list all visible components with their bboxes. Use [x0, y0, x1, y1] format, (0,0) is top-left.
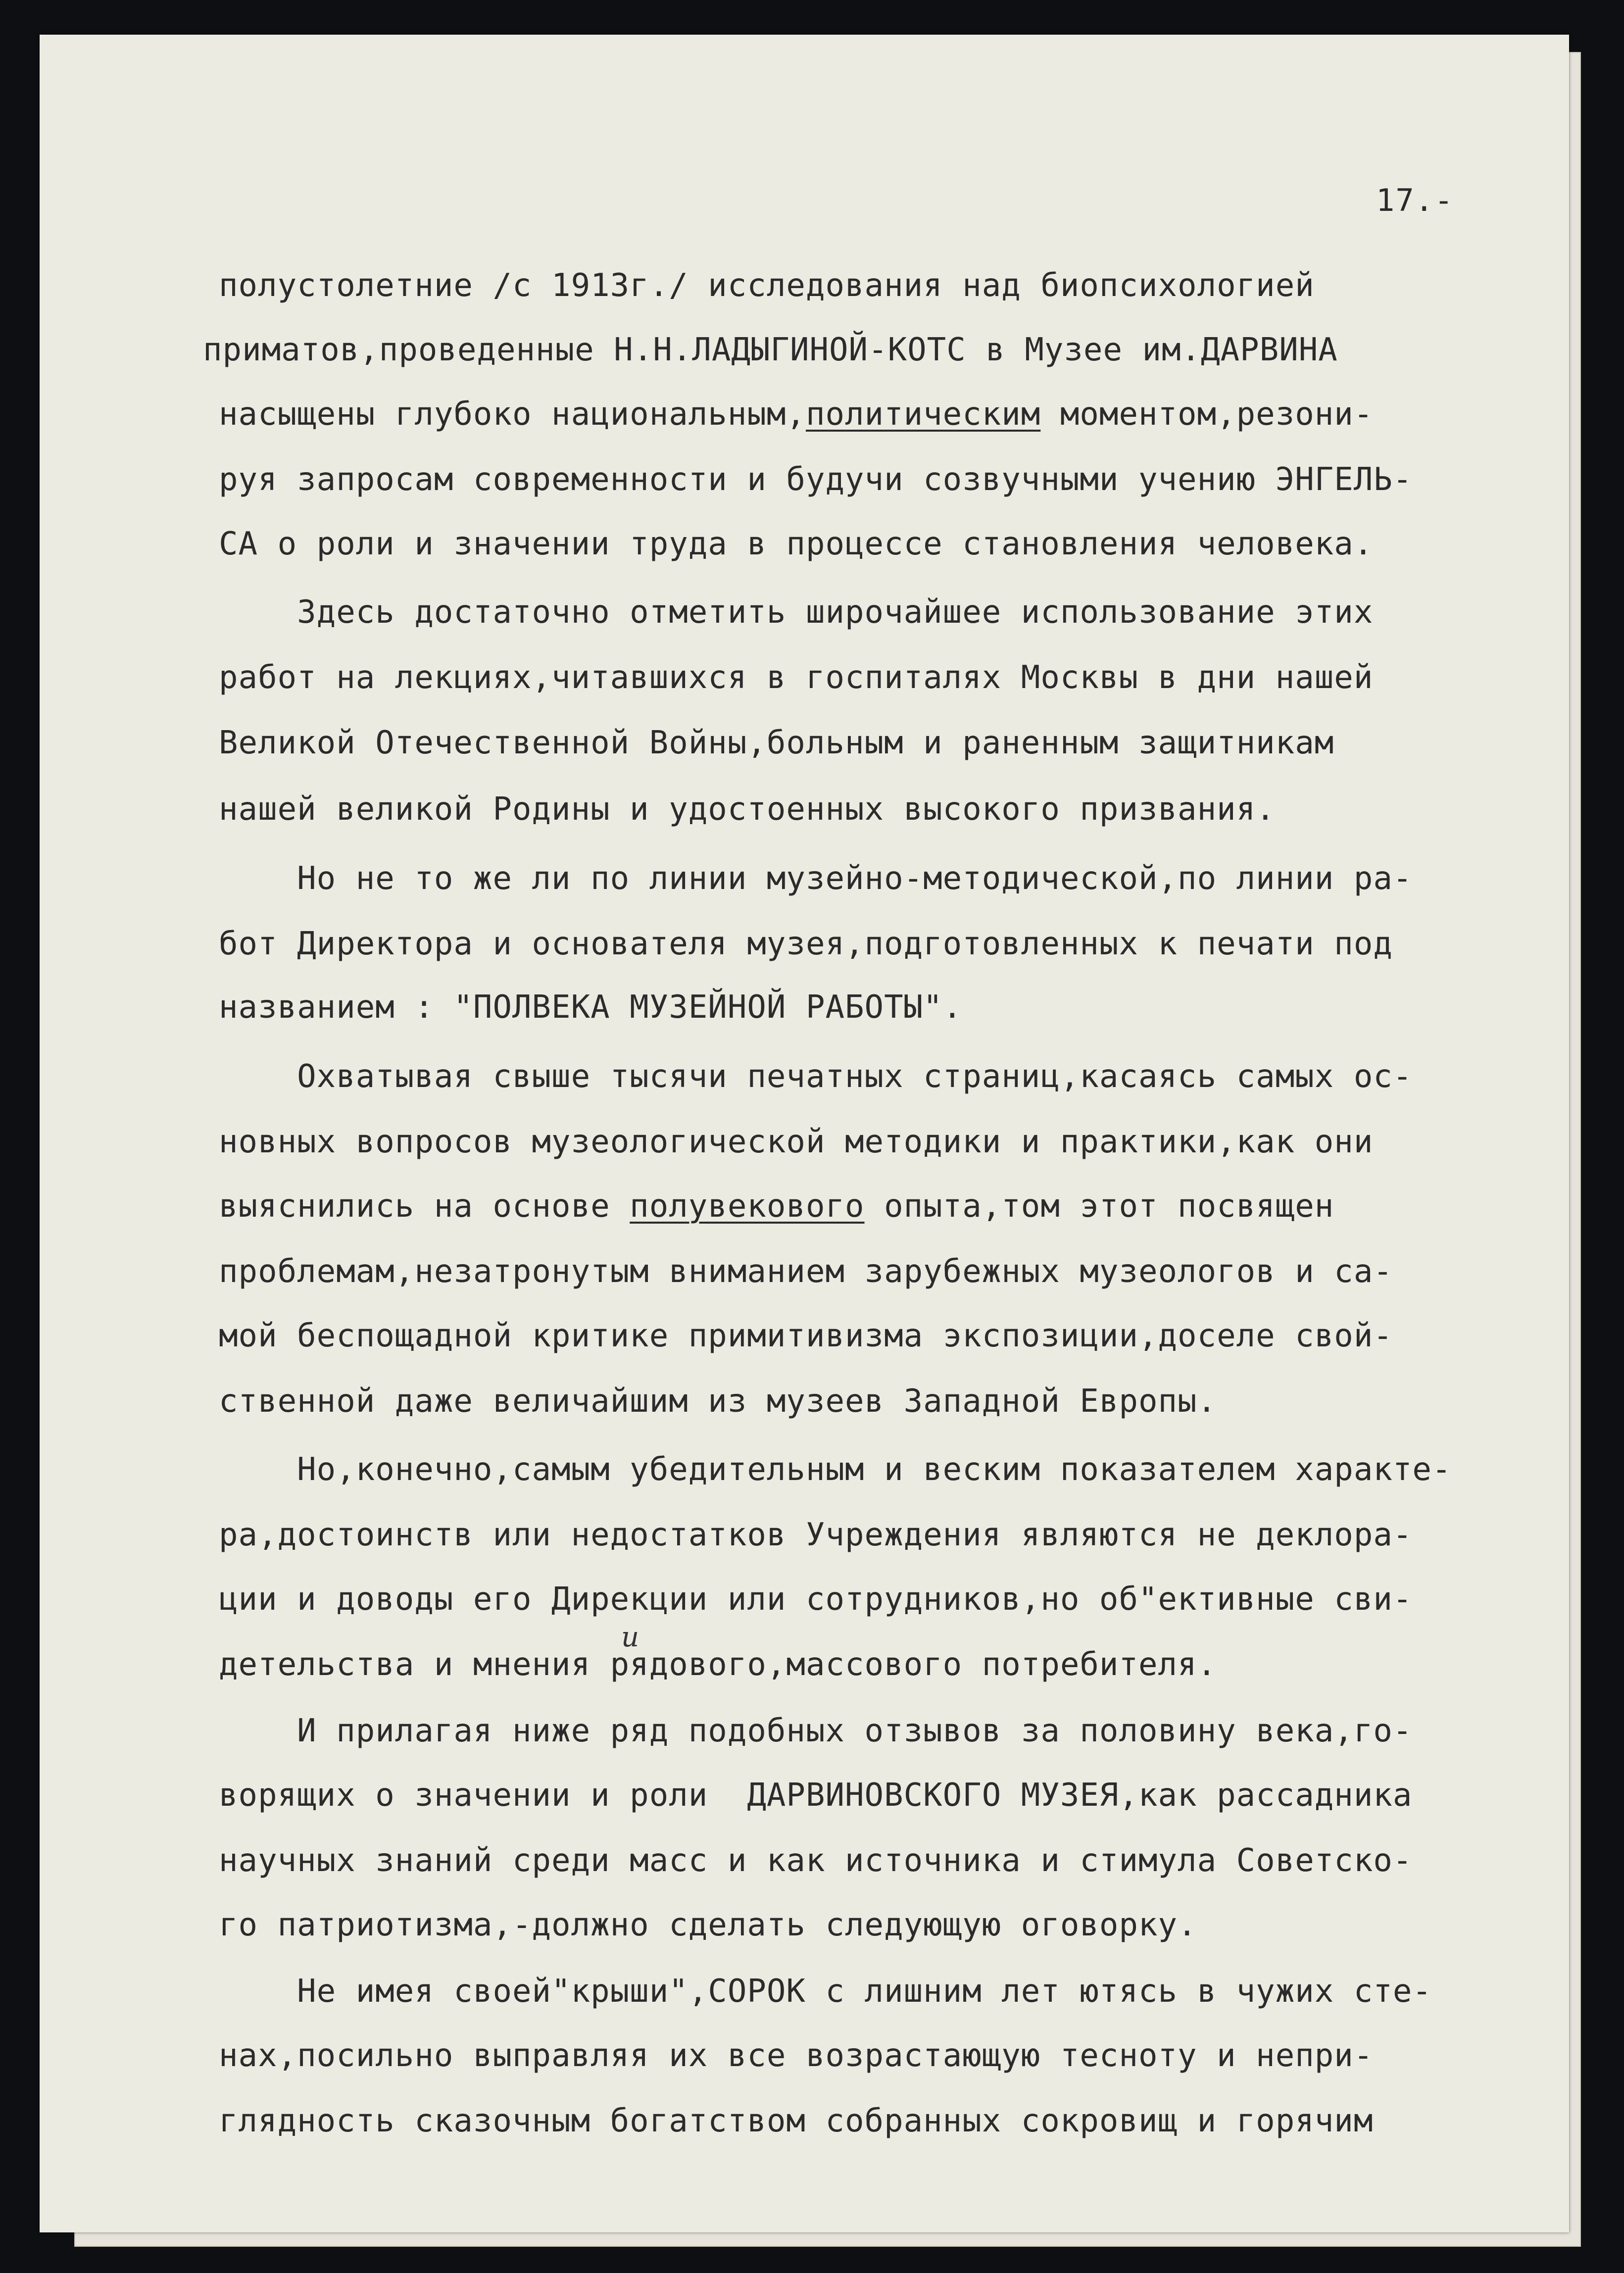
text-line: проблемам,незатронутым вниманием зарубежных музеологов и са- — [219, 1253, 1393, 1290]
text-line: руя запросам современности и будучи созвучными учению ЭНГЕЛЬ- — [219, 461, 1413, 498]
line-segment: выяснились на основе — [219, 1188, 630, 1225]
text-line: ственной даже величайшим из музеев Западной Европы. — [219, 1383, 1217, 1420]
text-line: бот Директора и основателя музея,подготовленных к печати под — [219, 926, 1393, 962]
text-line: Но,конечно,самым убедительным и веским показателем характе- — [219, 1451, 1452, 1488]
text-line: Не имея своей"крыши",СОРОК с лишним лет ютясь в чужих сте- — [219, 1973, 1432, 2010]
text-line: детельства и мнения рядового,массового потребителя. — [219, 1646, 1217, 1683]
text-line: нашей великой Родины и удостоенных высокого призвания. — [219, 791, 1276, 828]
text-line: Здесь достаточно отметить широчайшее использование этих — [219, 594, 1374, 631]
text-line: ворящих о значении и роли ДАРВИНОВСКОГО МУЗЕЯ,как рассадника — [219, 1777, 1413, 1814]
text-line: названием : "ПОЛВЕКА МУЗЕЙНОЙ РАБОТЫ". — [219, 989, 963, 1026]
underlined-word: политическим — [805, 396, 1041, 433]
text-line: Но не то же ли по линии музейно-методической,по линии ра- — [219, 860, 1413, 897]
line-segment: насыщены глубоко национальным, — [219, 396, 806, 433]
text-line: ра,достоинств или недостатков Учреждения являются не деклора- — [219, 1517, 1413, 1553]
text-line: полустолетние /с 1913г./ исследования над биопсихологией — [219, 267, 1315, 304]
text-line: приматов,проведенные Н.Н.ЛАДЫГИНОЙ-КОТС в Музее им.ДАРВИНА — [203, 332, 1338, 368]
text-line: глядность сказочным богатством собранных сокровищ и горячим — [219, 2103, 1374, 2139]
text-line: мой беспощадной критике примитивизма экспозиции,доселе свой- — [219, 1318, 1393, 1354]
line-segment: опыта,том этот посвящен — [864, 1188, 1334, 1225]
line-segment: моментом,резони- — [1040, 396, 1374, 433]
text-line: ции и доводы его Дирекции или сотрудников,но об"ективные сви- — [219, 1581, 1413, 1618]
text-line: И прилагая ниже ряд подобных отзывов за половину века,го- — [219, 1713, 1413, 1749]
body-text — [40, 35, 1569, 2232]
handwritten-correction: и — [621, 1621, 640, 1653]
text-line: работ на лекциях,читавшихся в госпиталях Москвы в дни нашей — [219, 659, 1374, 696]
text-line: нах,посильно выправляя их все возрастающую тесноту и непри- — [219, 2037, 1374, 2074]
text-line — [219, 1188, 1334, 1225]
text-line: го патриотизма,-должно сделать следующую оговорку. — [219, 1907, 1197, 1943]
text-line: научных знаний среди масс и как источника и стимула Советско- — [219, 1842, 1413, 1879]
typewritten-page — [40, 35, 1569, 2232]
text-line: Великой Отечественной Войны,больным и раненным защитникам — [219, 725, 1334, 761]
underlined-word: полувекового — [630, 1188, 865, 1225]
text-line: СА о роли и значении труда в процессе становления человека. — [219, 526, 1374, 562]
text-line: Охватывая свыше тысячи печатных страниц,касаясь самых ос- — [219, 1058, 1413, 1095]
page-number: 17.- — [1376, 182, 1454, 218]
text-line — [219, 396, 1373, 433]
text-line: новных вопросов музеологической методики и практики,как они — [219, 1124, 1374, 1160]
